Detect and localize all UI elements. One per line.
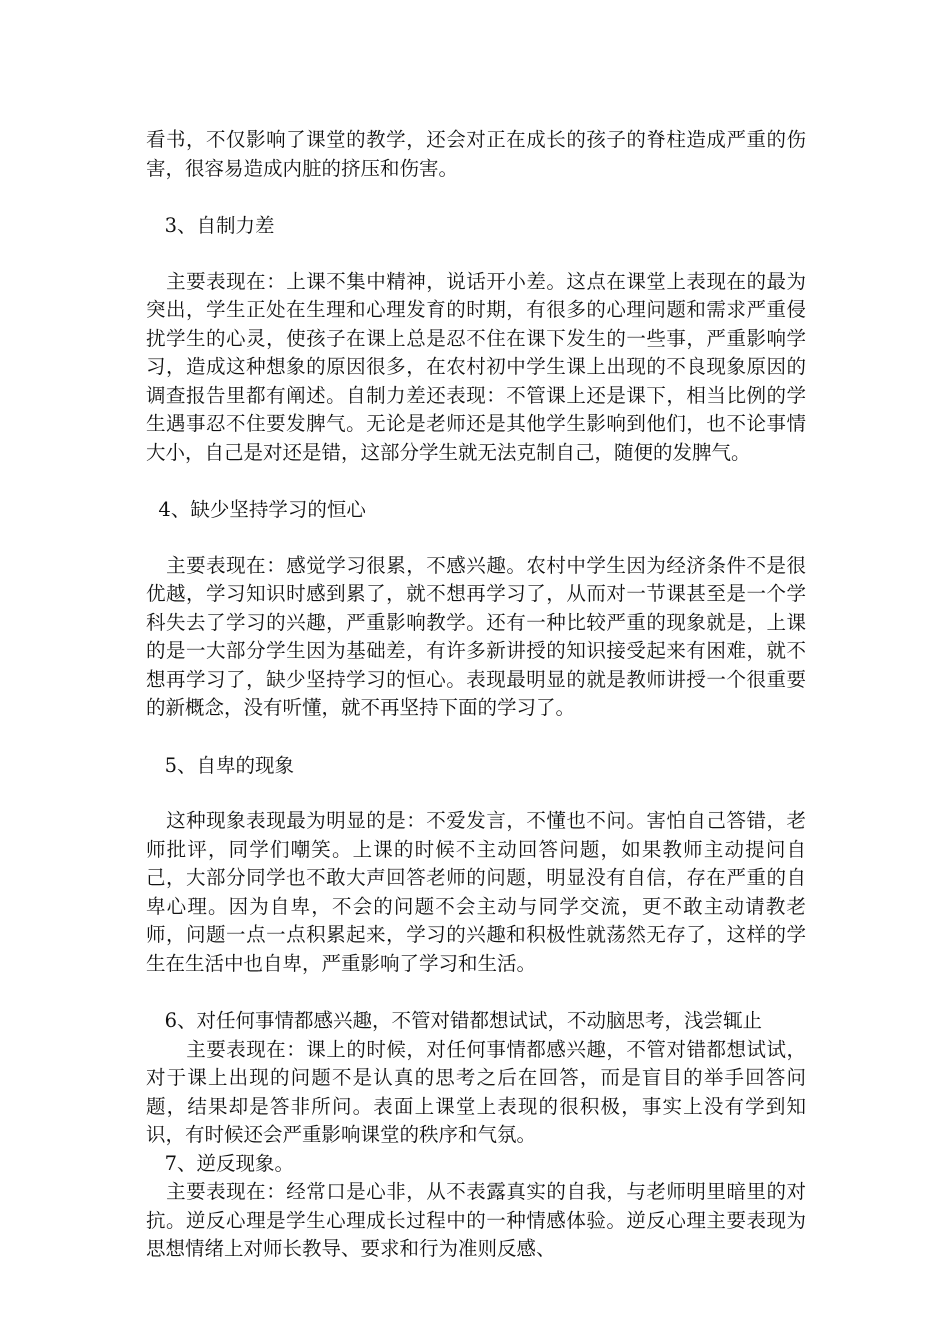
- heading-item-5: 5、自卑的现象: [146, 753, 295, 777]
- paragraph-item-4: 主要表现在：感觉学习很累，不感兴趣。农村中学生因为经济条件不是很优越，学习知识时感到累了，就不想再学习了，从而对一节课甚至是一个学科失去了学习的兴趣，严重影响教学。还有一种比较严重的现象就是，上课的是一大部分学生因为基础差，有许多新讲授的知识接受起来有困难，就不想再学习了，缺少坚持学习的恒心。表现最明显的就是教师讲授一个很重要的新概念，没有听懂，就不再坚持下面的学习了。: [146, 553, 806, 719]
- heading-item-4: 4、缺少坚持学习的恒心: [146, 498, 366, 521]
- paragraph-item-7: 主要表现在：经常口是心非，从不表露真实的自我，与老师明里暗里的对抗。逆反心理是学生心理成长过程中的一种情感体验。逆反心理主要表现为思想情绪上对师长教导、要求和行为准则反感、: [146, 1180, 806, 1260]
- paragraph-item-5: 这种现象表现最为明显的是：不爱发言，不懂也不问。害怕自己答错，老师批评，同学们嘲笑。上课的时候不主动回答问题，如果教师主动提问自己，大部分同学也不敢大声回答老师的问题，明显没有自信，存在严重的自卑心理。因为自卑，不会的问题不会主动与同学交流，更不敢主动请教老师，问题一点一点积累起来，学习的兴趣和积极性就荡然无存了，这样的学生在生活中也自卑，严重影响了学习和生活。: [146, 809, 806, 975]
- document-page: [146, 126, 806, 1264]
- heading-item-7: 7、逆反现象。: [146, 1151, 295, 1175]
- paragraph-item-6: 主要表现在：课上的时候，对任何事情都感兴趣，不管对错都想试试，对于课上出现的问题不是认真的思考之后在回答，而是盲目的举手回答问题，结果却是答非所问。表面上课堂上表现的很积极，事实上没有学到知识，有时候还会严重影响课堂的秩序和气氛。: [146, 1037, 806, 1146]
- heading-item-6: 6、对任何事情都感兴趣，不管对错都想试试，不动脑思考，浅尝辄止: [146, 1009, 763, 1032]
- paragraph-item-3: 主要表现在：上课不集中精神，说话开小差。这点在课堂上表现在的最为突出，学生正处在生理和心理发育的时期，有很多的心理问题和需求严重侵扰学生的心灵，使孩子在课上总是忍不住在课下发生的一些事，严重影响学习，造成这种想象的原因很多，在农村初中学生课上出现的不良现象原因的调查报告里都有阐述。自制力差还表现：不管课上还是课下，相当比例的学生遇事忍不住要发脾气。无论是老师还是其他学生影响到他们，也不论事情大小，自己是对还是错，这部分学生就无法克制自己，随便的发脾气。: [146, 269, 806, 464]
- heading-item-3: 3、自制力差: [146, 214, 275, 237]
- paragraph-continued: 看书，不仅影响了课堂的教学，还会对正在成长的孩子的脊柱造成严重的伤害，很容易造成内脏的挤压和伤害。: [146, 128, 806, 180]
